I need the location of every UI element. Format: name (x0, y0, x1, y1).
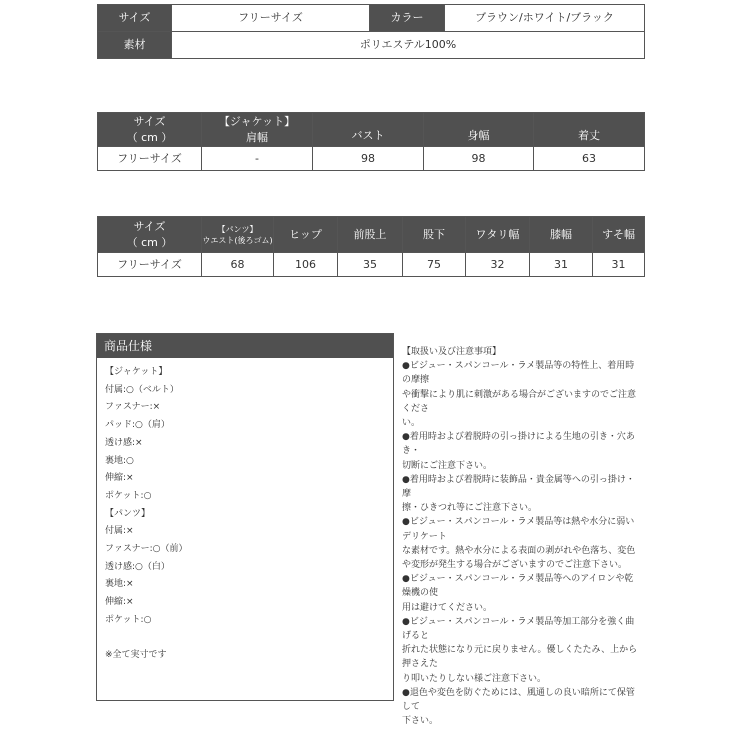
spec-line (105, 630, 393, 648)
pants-row-label: フリーサイズ (98, 253, 202, 277)
spec-line: 透け感:○（白） (105, 561, 170, 572)
pants-value-thigh: 32 (466, 253, 530, 277)
care-note-item: ●ビジュー・スパンコール・ラメ製品等加工部分を強く曲げると 折れた状態になり元に戻りません。優しくたたみ、上から押さえた り叩いたりしない様ご注意下さい。 (402, 616, 638, 684)
jacket-value-shoulder: - (202, 147, 313, 171)
material-value: ポリエステル100% (172, 32, 645, 59)
pants-value-knee: 31 (530, 253, 593, 277)
pants-value-inseam: 75 (403, 253, 466, 277)
spec-line: 伸縮:× (105, 597, 134, 608)
spec-line: ポケット:○ (105, 490, 152, 501)
spec-line: 付属:○（ベルト） (105, 384, 179, 395)
pants-header-thigh: ワタリ幅 (466, 217, 530, 253)
pants-header-hem: すそ幅 (593, 217, 645, 253)
spec-table (97, 4, 645, 59)
pants-value-front-rise: 35 (338, 253, 403, 277)
spec-line: 付属:× (105, 526, 134, 537)
care-note-item: ●着用時および着脱時に装飾品・貴金属等への引っ掛け・摩 擦・ひきつれ等にご注意下さい。 (402, 474, 635, 514)
jacket-size-table (97, 112, 645, 171)
product-spec-lines (97, 358, 393, 665)
pants-header-hip: ヒップ (274, 217, 338, 253)
jacket-value-bust: 98 (313, 147, 424, 171)
jacket-header-length: 着丈 (534, 113, 645, 147)
spec-line: ファスナー:○（前） (105, 544, 188, 555)
material-label: 素材 (98, 32, 172, 59)
pants-value-waist: 68 (202, 253, 274, 277)
jacket-value-width: 98 (424, 147, 534, 171)
jacket-header-size: サイズ （ cm ） (98, 113, 202, 147)
pants-value-hip: 106 (274, 253, 338, 277)
pants-header-size: サイズ （ cm ） (98, 217, 202, 253)
spec-footnote: ※全て実寸です (105, 650, 167, 661)
spec-line: 裏地:○ (105, 455, 134, 466)
spec-line: 【パンツ】 (105, 508, 151, 519)
spec-line: ポケット:○ (105, 614, 152, 625)
jacket-header-shoulder: 【ジャケット】 肩幅 (202, 113, 313, 147)
care-note-item: ●退色や変色を防ぐためには、風通しの良い暗所にて保管して 下さい。 (402, 687, 635, 727)
spec-line: 裏地:× (105, 579, 134, 590)
care-notes (402, 345, 642, 728)
spec-line: ファスナー:× (105, 402, 161, 413)
care-note-item: ●着用時および着脱時の引っ掛けによる生地の引き・穴あき・ 切断にご注意下さい。 (402, 432, 635, 471)
spec-line: パッド:○（肩） (105, 420, 170, 431)
spec-line: 【ジャケット】 (105, 367, 168, 377)
spec-line: 伸縮:× (105, 473, 134, 484)
pants-size-table (97, 216, 645, 277)
pants-header-knee: 膝幅 (530, 217, 593, 253)
product-spec-box (96, 333, 394, 701)
jacket-header-bust: バスト (313, 113, 424, 147)
pants-value-hem: 31 (593, 253, 645, 277)
pants-header-inseam: 股下 (403, 217, 466, 253)
jacket-header-width: 身幅 (424, 113, 534, 147)
care-note-item: ●ビジュー・スパンコール・ラメ製品等は熱や水分に弱いデリケート な素材です。熱や水分による表面の剥がれや色落ち、変色 や変形が発生する場合がございますのでご注意下さい。 (402, 517, 636, 571)
care-note-item: ●ビジュー・スパンコール・ラメ製品等へのアイロンや乾燥機の使 用は避けてください。 (402, 574, 634, 613)
size-value: フリーサイズ (172, 5, 370, 32)
size-label: サイズ (98, 5, 172, 32)
jacket-row-label: フリーサイズ (98, 147, 202, 171)
jacket-value-length: 63 (534, 147, 645, 171)
product-spec-title: 商品仕様 (97, 334, 393, 358)
color-label: カラー (370, 5, 445, 32)
color-value: ブラウン/ホワイト/ブラック (445, 5, 645, 32)
care-notes-title: 【取扱い及び注意事項】 (402, 347, 502, 357)
pants-header-front-rise: 前股上 (338, 217, 403, 253)
pants-header-waist: 【パンツ】 ウエスト(後ろゴム) (202, 217, 274, 253)
spec-line: 透け感:× (105, 437, 143, 448)
care-note-item: ●ビジュー・スパンコール・ラメ製品等の特性上、着用時の摩擦 や衝撃により肌に刺激がある場合がございますのでご注意くださ い。 (402, 361, 637, 429)
